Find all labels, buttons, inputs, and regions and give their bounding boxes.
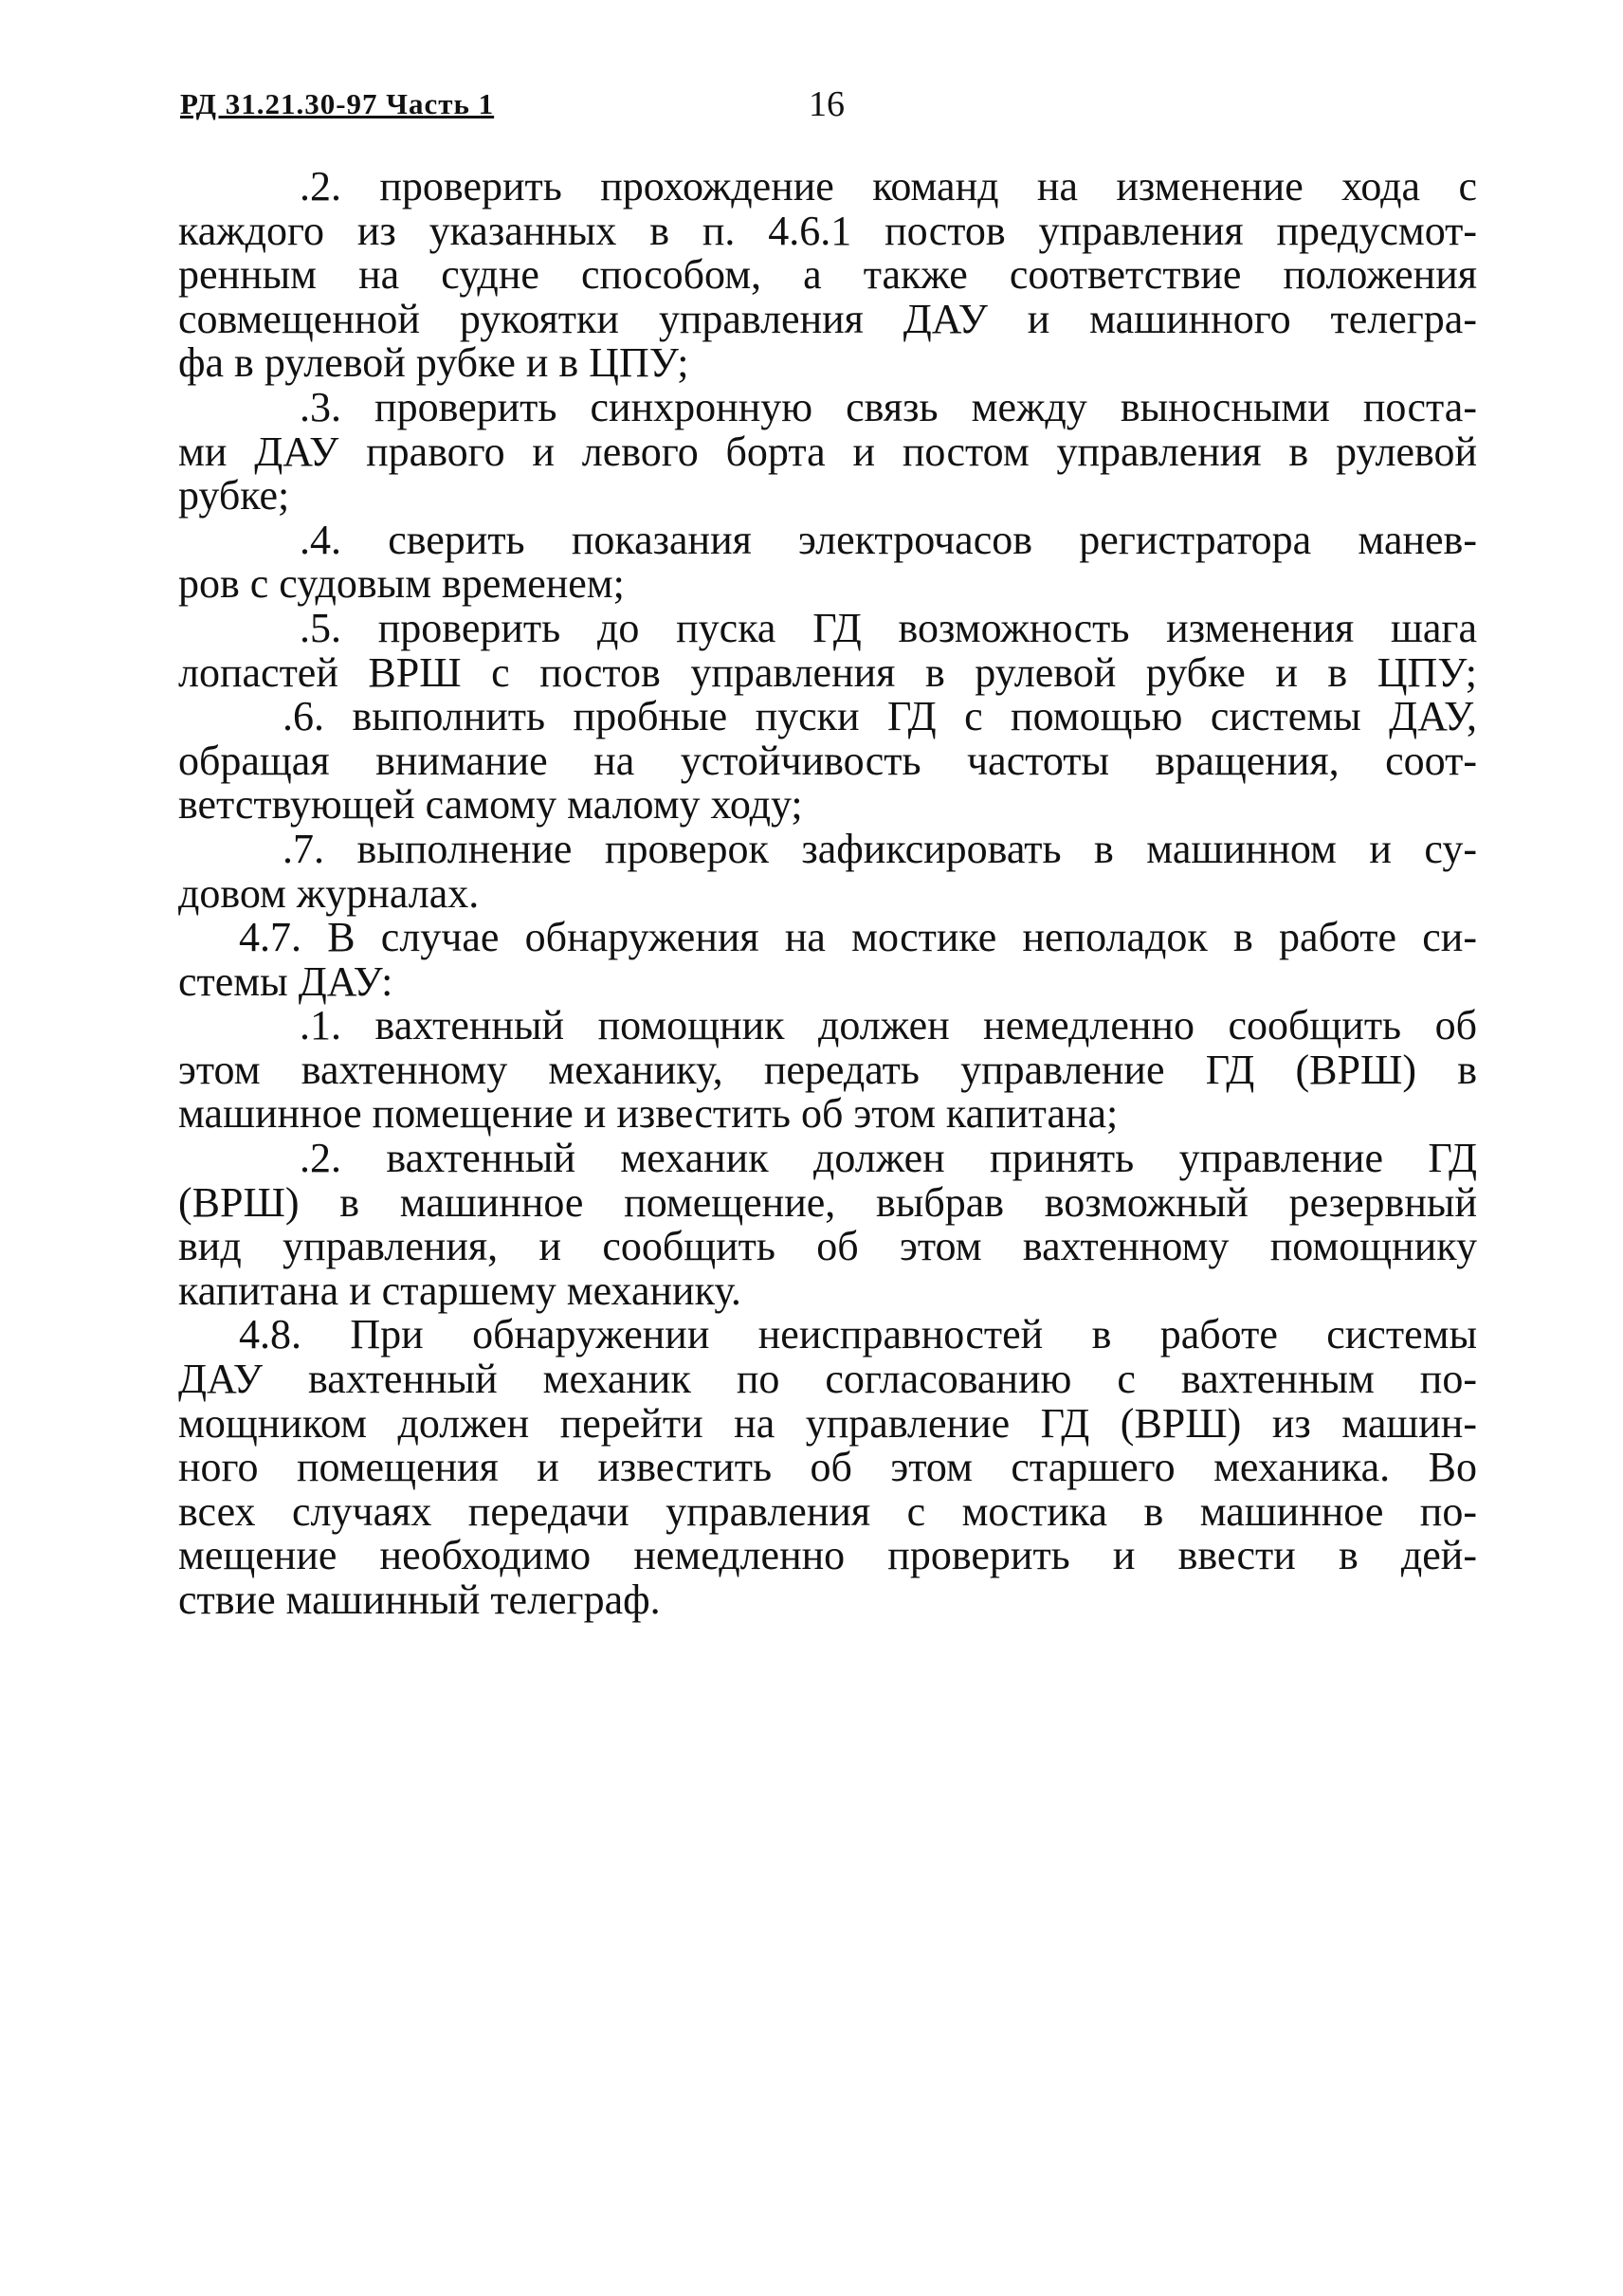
text-line: стемы ДАУ: bbox=[178, 957, 393, 1005]
text-line: машинное помещение и известить об этом капитана; bbox=[178, 1090, 1119, 1138]
text-line: .2. вахтенный механик должен принять управление ГД bbox=[300, 1135, 1477, 1182]
page-number: 16 bbox=[809, 84, 845, 124]
text-line: совмещенной рукоятки управления ДАУ и машинного телегра- bbox=[178, 295, 1477, 342]
text-line: рубке; bbox=[178, 472, 290, 519]
text-line: .6. выполнить пробные пуски ГД с помощью системы ДАУ, bbox=[283, 693, 1477, 740]
document-code: РД 31.21.30-97 Часть 1 bbox=[180, 87, 495, 120]
text-line: .1. вахтенный помощник должен немедленно сообщить об bbox=[300, 1002, 1477, 1049]
text-line: .4. сверить показания электрочасов регистратора манев- bbox=[300, 516, 1477, 563]
text-line: .2. проверить прохождение команд на изменение хода с bbox=[300, 163, 1477, 210]
text-line: ДАУ вахтенный механик по согласованию с вахтенным по- bbox=[178, 1356, 1477, 1403]
text-line: ров с судовым временем; bbox=[178, 560, 625, 608]
text-line: .3. проверить синхронную связь между выносными поста- bbox=[300, 383, 1477, 430]
text-line: довом журналах. bbox=[178, 869, 480, 917]
text-line: обращая внимание на устойчивость частоты вращения, соот- bbox=[178, 737, 1477, 784]
text-line: лопастей ВРШ с постов управления в рулевой рубке и в ЦПУ; bbox=[178, 648, 1477, 696]
text-line: этом вахтенному механику, передать управление ГД (ВРШ) в bbox=[178, 1046, 1477, 1093]
text-line: капитана и старшему механику. bbox=[178, 1266, 741, 1314]
text-line: 4.7. В случае обнаружения на мостике неполадок в работе си- bbox=[239, 914, 1477, 961]
text-line: .7. выполнение проверок зафиксировать в машинном и су- bbox=[283, 825, 1477, 872]
text-line: (ВРШ) в машинное помещение, выбрав возможный резервный bbox=[178, 1178, 1477, 1226]
text-line: мещение необходимо немедленно проверить и ввести в дей- bbox=[178, 1532, 1477, 1579]
text-line: всех случаях передачи управления с мостика в машинное по- bbox=[178, 1487, 1477, 1535]
document-body bbox=[178, 165, 1477, 1623]
text-line: ренным на судне способом, а также соответствие положения bbox=[178, 251, 1477, 299]
text-line: вид управления, и сообщить об этом вахтенному помощнику bbox=[178, 1223, 1477, 1270]
text-line: ветствующей самому малому ходу; bbox=[178, 781, 803, 829]
text-line: ного помещения и известить об этом старшего механика. Во bbox=[178, 1444, 1477, 1491]
text-line: ми ДАУ правого и левого борта и постом управления в рулевой bbox=[178, 428, 1477, 475]
text-line: мощником должен перейти на управление ГД (ВРШ) из машин- bbox=[178, 1399, 1477, 1447]
text-line: фа в рулевой рубке и в ЦПУ; bbox=[178, 339, 689, 387]
page-header bbox=[180, 83, 901, 131]
text-line: ствие машинный телеграф. bbox=[178, 1576, 661, 1623]
text-line: каждого из указанных в п. 4.6.1 постов управления предусмот- bbox=[178, 207, 1477, 254]
text-line: .5. проверить до пуска ГД возможность изменения шага bbox=[300, 604, 1477, 651]
text-line: 4.8. При обнаружении неисправностей в работе системы bbox=[239, 1311, 1477, 1358]
